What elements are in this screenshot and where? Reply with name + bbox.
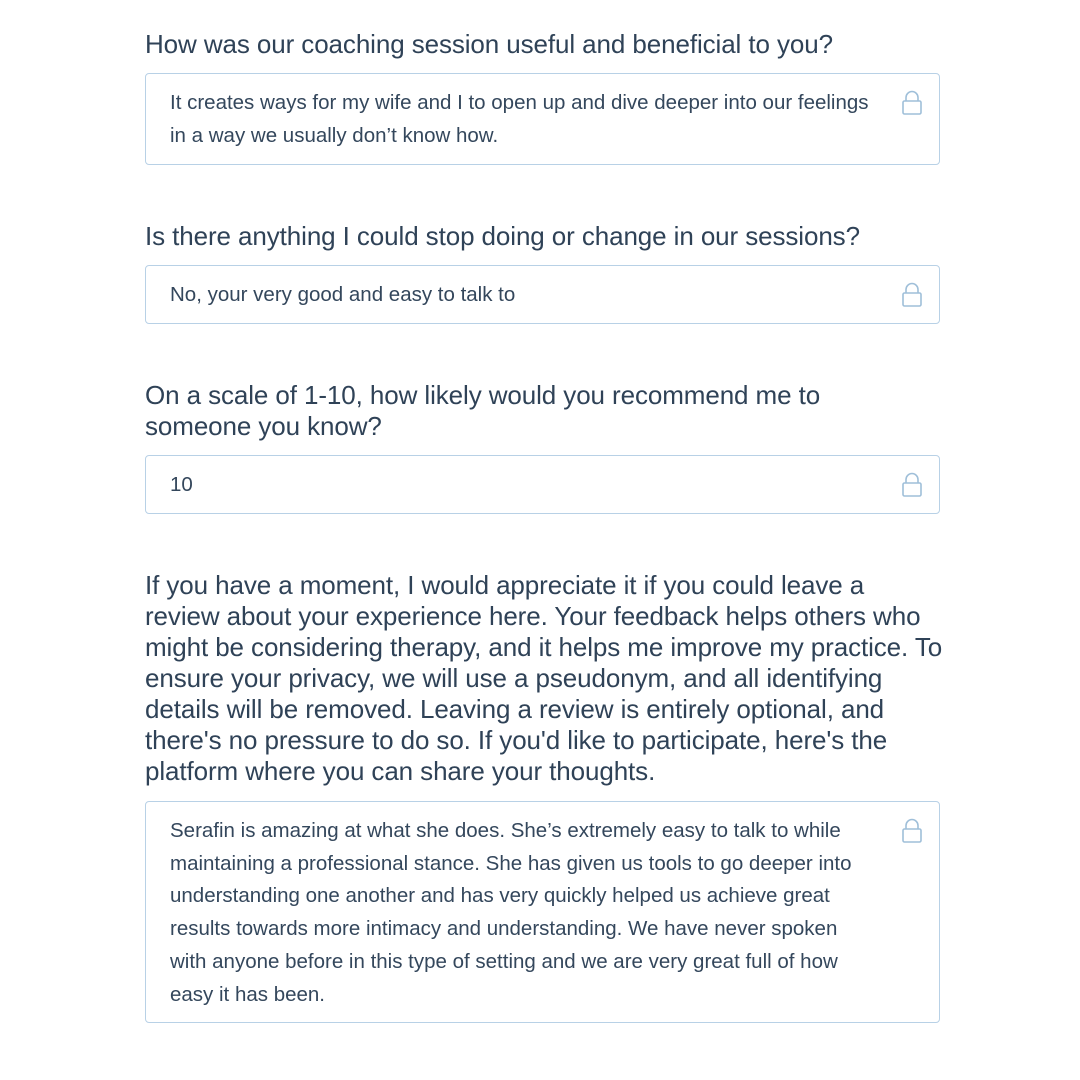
answer-field-review [145,801,940,1023]
question-coaching-useful: How was our coaching session useful and beneficial to you? [145,29,833,59]
answer-text: Serafin is amazing at what she does. She’s extremely easy to talk to while maintaining a professional stance. She has given us tools to go deeper into understanding one another and has very quickly helped us achieve great results towards more intimacy and understanding. We have never spoken with anyone before in this type of setting and we are very great full of how easy it has been. [170,819,858,1006]
question-recommend-scale: On a scale of 1-10, how likely would you recommend me to someone you know? [145,380,821,441]
answer-text: No, your very good and easy to talk to [170,283,516,306]
lock-icon [901,90,923,116]
lock-icon [901,818,923,844]
answer-field-recommend-scale [145,455,940,514]
answer-text: 10 [170,473,193,496]
question-stop-or-change: Is there anything I could stop doing or change in our sessions? [145,221,860,251]
answer-field-stop-or-change [145,265,940,324]
answer-field-coaching-useful [145,73,940,165]
lock-icon [901,282,923,308]
answer-text: It creates ways for my wife and I to open up and dive deeper into our feelings in a way we usually don’t know how. [170,91,875,147]
lock-icon [901,472,923,498]
question-leave-review: If you have a moment, I would appreciate it if you could leave a review about your experience here. Your feedback helps others who might be considering therapy, and it helps me improve my practice. To ensure your privacy, we will use a pseudonym, and all identifying details will be removed. Leaving a review is entirely optional, and there's no pressure to do so. If you'd like to participate, here's the platform where you can share your thoughts. [145,570,943,786]
